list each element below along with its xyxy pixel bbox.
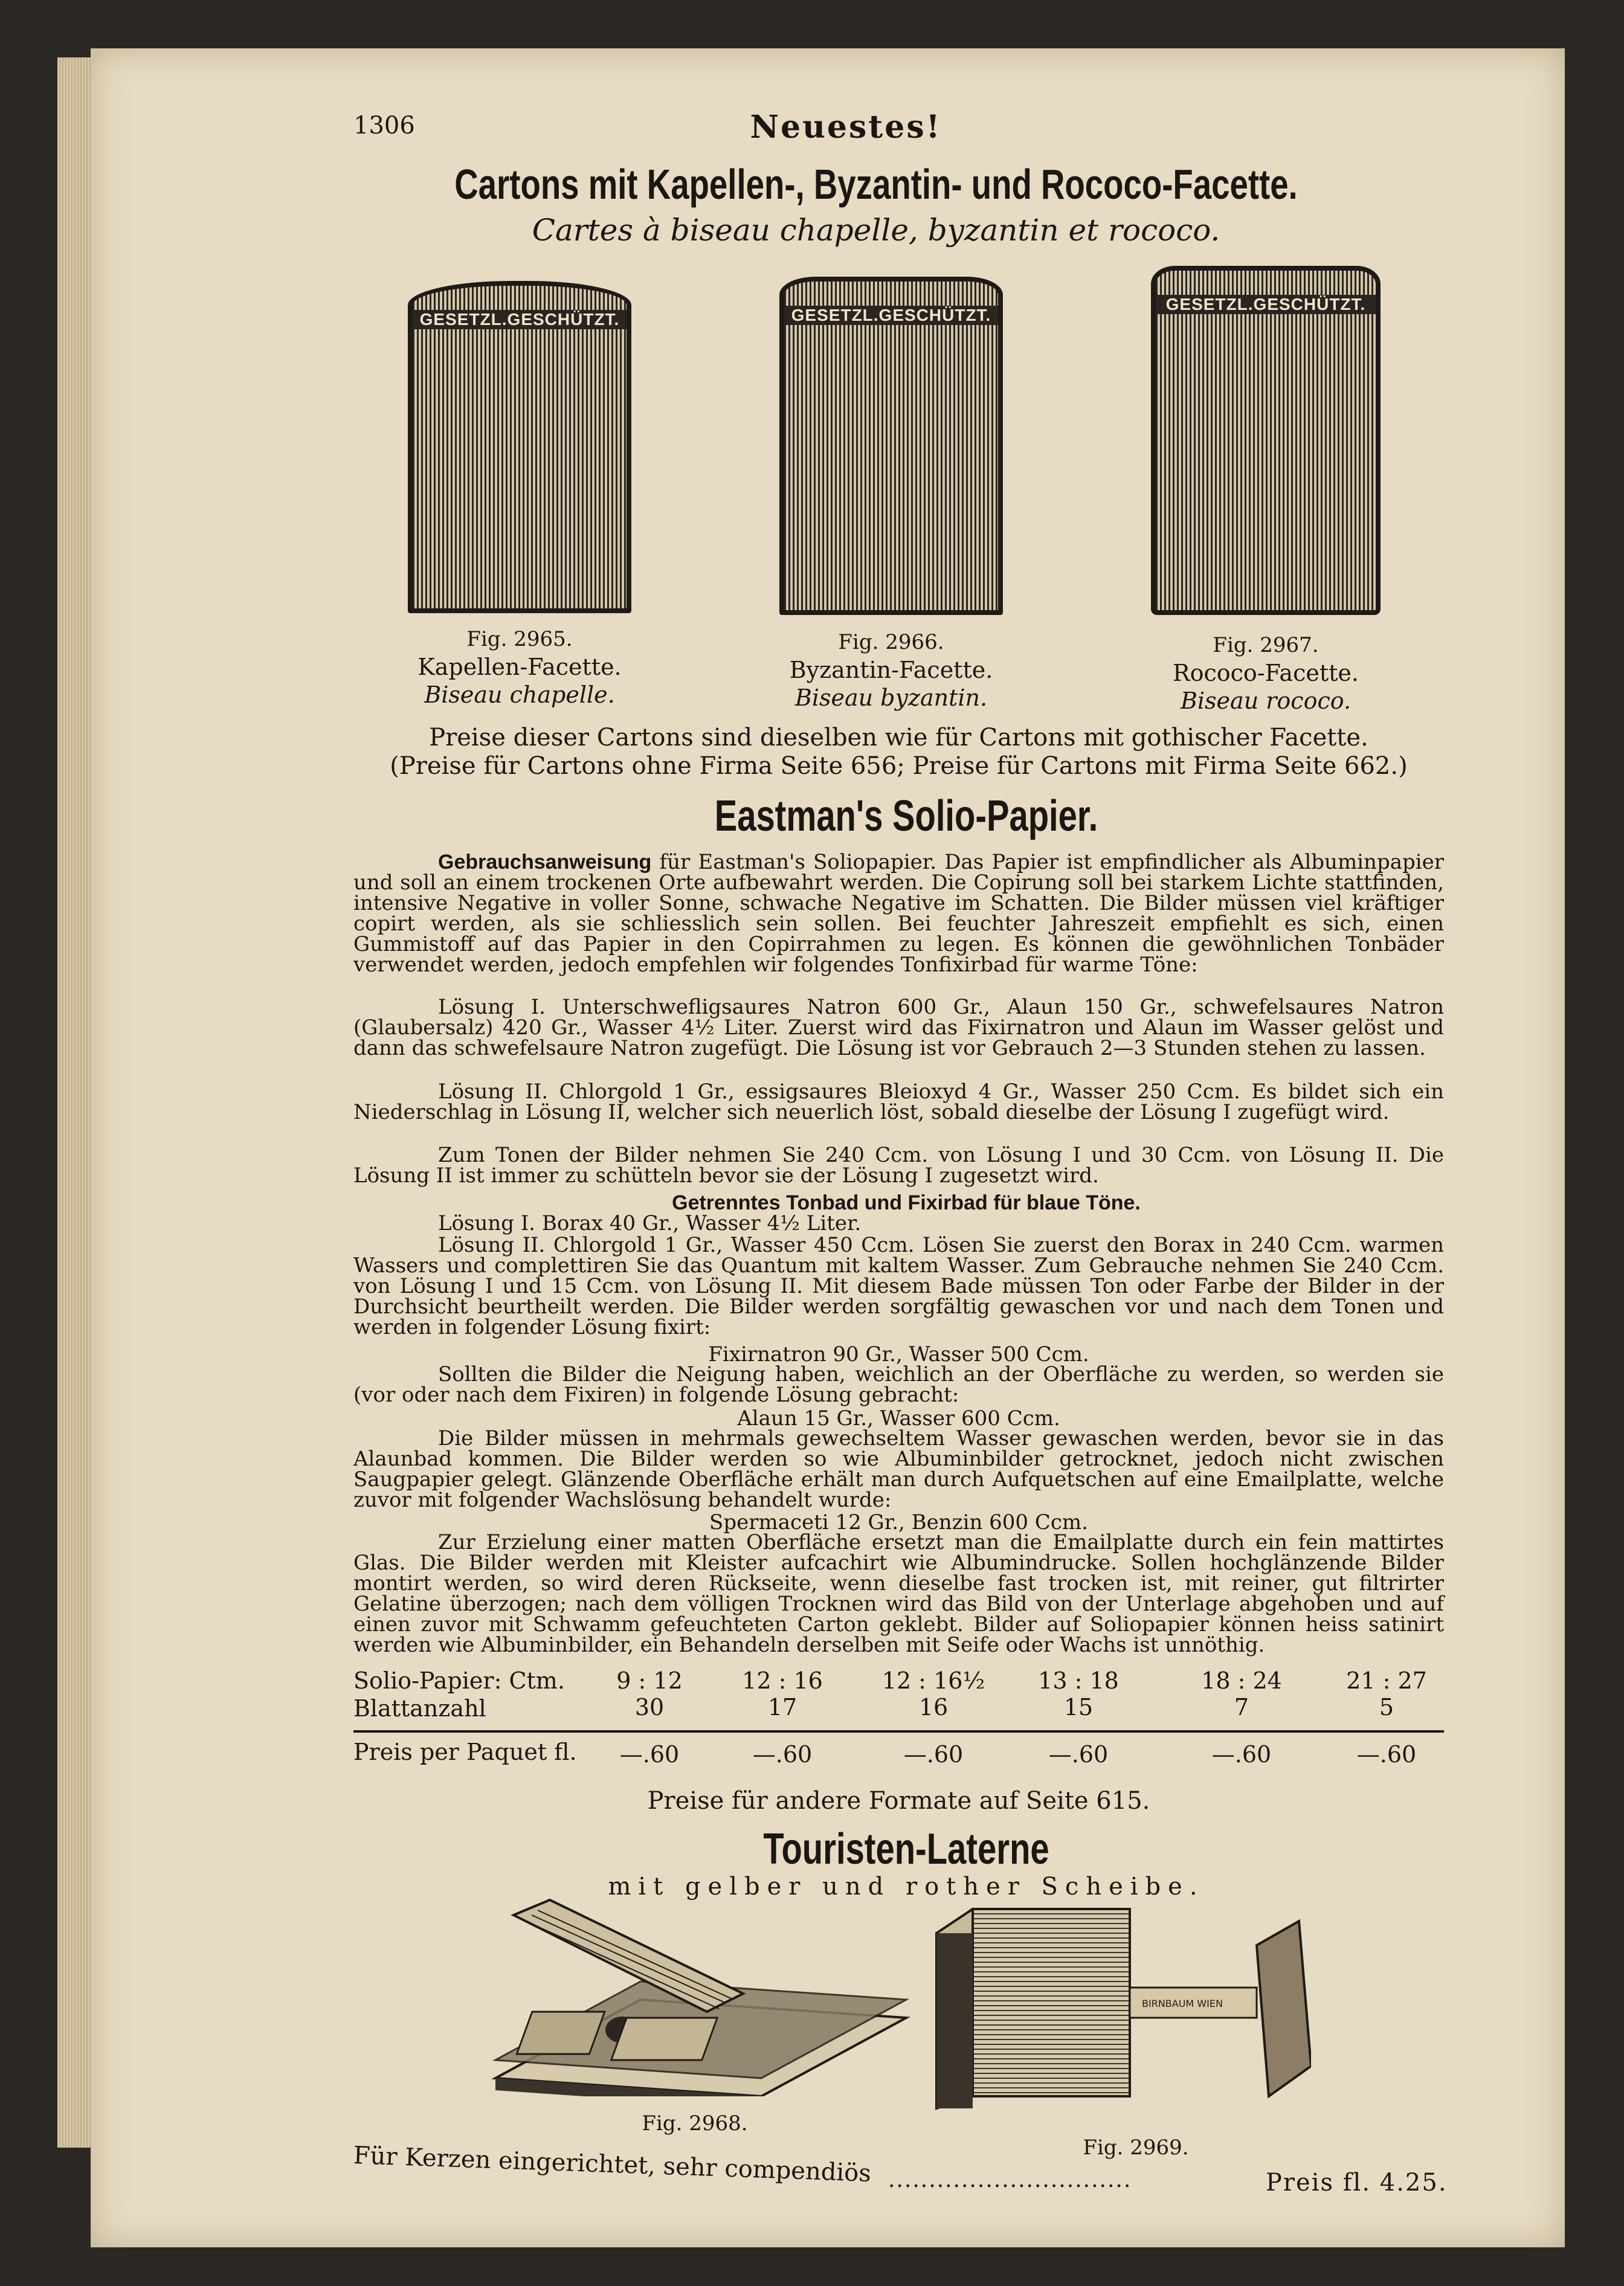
footer-leader-dots: .............................. [888, 2168, 1132, 2192]
section-title-laterne: Touristen-Laterne [763, 1825, 1049, 1873]
fig-caption: Fig. 2967. [1213, 633, 1319, 657]
sheets-cell: 30 [634, 1694, 665, 1721]
text: Zum Tonen der Bilder nehmen Sie 240 Ccm. von Lösung I und 30 Ccm. von Lösung II. Die Lösung II ist immer zu schütteln bevor sie der Lösung I zugesetzt wird. [353, 1143, 1444, 1188]
carton-name: Byzantin-Facette. [789, 657, 993, 683]
sheets-cell: 16 [918, 1694, 949, 1721]
formula-alaun: Alaun 15 Gr., Wasser 600 Ccm. [737, 1406, 1060, 1431]
paragraph-borax [353, 1213, 1444, 1234]
sub-heading-blaue-toene: Getrenntes Tonbad und Fixirbad für blaue Töne. [672, 1191, 1141, 1214]
carton-byzantin [779, 277, 1003, 615]
text: Lösung I. Unterschwefligsaures Natron 600 Gr., Alaun 150 Gr., schwefelsaures Natron (Glaubersalz) 420 Gr., Wasser 4½ Liter. Zuerst wird das Fixirnatron und Alaun im Wasser gelöst und dann das schwefelsaure Natron zugefügt. Die Lösung ist vor Gebrauch 2—3 Stunden stehen zu lassen. [353, 995, 1444, 1060]
page-title: Cartons mit Kapellen-, Byzantin- und Rococo-Facette. [454, 161, 1298, 208]
price-cell: —.60 [1356, 1741, 1417, 1768]
row-label-price: Preis per Paquet fl. [353, 1739, 577, 1765]
carton-rococo [1151, 266, 1381, 615]
carton-label: GESETZL.GESCHÜTZT. [784, 306, 998, 325]
formula-spermaceti: Spermaceti 12 Gr., Benzin 600 Ccm. [709, 1510, 1088, 1534]
price-cell: —.60 [1048, 1741, 1109, 1768]
section-title-solio: Eastman's Solio-Papier. [714, 792, 1098, 840]
text: Zur Erzielung einer matten Oberfläche ersetzt man die Emailplatte durch ein fein mattirtes Glas. Die Bilder werden mit Kleister aufcachirt wie Albumindrucke. Sollen hochglänzende Bilder montirt werden, so wird deren Rückseite, wenn dieselbe fast trocken ist, mit reiner, gut filtrirter Gelatine überzogen; nach dem völligen Trocknen wird das Bild von der Unterlage abgehoben und auf einen zuvor mit Schwamm gefeuchteten Carton geklebt. Bilder auf Soliopapier können heiss satinirt werden wie Albuminbilder, ein Behandeln derselben mit Seife oder Wachs ist unnöthig. [353, 1530, 1444, 1657]
fig-caption-2968: Fig. 2968. [642, 2111, 748, 2136]
page-subtitle: Cartes à biseau chapelle, byzantin et rococo. [532, 213, 1220, 248]
section-subtitle-laterne: mit gelber und rother Scheibe. [608, 1873, 1205, 1901]
carton-name: Rococo-Facette. [1173, 660, 1359, 686]
lead-word: Gebrauchsanweisung [438, 851, 652, 874]
price-cell: —.60 [903, 1741, 964, 1768]
carton-kapellen [408, 281, 631, 613]
footer-price: Preis fl. 4.25. [1266, 2169, 1448, 2197]
format-cell: 21 : 27 [1346, 1667, 1427, 1694]
price-note-1: Preise dieser Cartons sind dieselben wie für Cartons mit gothischer Facette. [429, 724, 1368, 752]
footer-description: Für Kerzen eingerichtet, sehr compendiös [353, 2142, 872, 2188]
format-cell: 12 : 16 [742, 1667, 823, 1694]
text: Lösung II. Chlorgold 1 Gr., Wasser 450 Ccm. Lösen Sie zuerst den Borax in 240 Ccm. warmen Wassers und complettiren Sie das Quantum mit kaltem Wasser. Zum Gebrauche nehmen Sie 240 Ccm. von Lösung I und 15 Ccm. von Lösung II. Mit diesem Bade müssen Ton oder Farbe der Bilder in der Durchsicht beurtheilt werden. Die Bilder werden sorgfältig gewaschen vor und nach dem Tonen und werden in folgender Lösung fixirt: [353, 1233, 1444, 1339]
text: Lösung I. Borax 40 Gr., Wasser 4½ Liter. [438, 1211, 862, 1235]
text: Die Bilder müssen in mehrmals gewechseltem Wasser gewaschen werden, bevor sie in das Alaunbad kommen. Die Bilder werden so wie Albuminbilder getrocknet, jedoch nicht zwischen Saugpapier gelegt. Glänzende Oberfläche erhält man durch Aufquetschen auf eine Emailplatte, welche zuvor mit folgender Wachslösung behandelt wurde: [353, 1426, 1444, 1512]
text: Lösung II. Chlorgold 1 Gr., essigsaures Bleioxyd 4 Gr., Wasser 250 Ccm. Es bildet sich ein Niederschlag in Lösung II, welcher sich neuerlich löst, sobald dieselbe der Lösung I zugefügt wird. [353, 1080, 1444, 1124]
carton-name-fr: Biseau chapelle. [424, 681, 615, 708]
row-label-format: Solio-Papier: Ctm. [353, 1667, 565, 1694]
price-note-2: (Preise für Cartons ohne Firma Seite 656; Preise für Cartons mit Firma Seite 662.) [390, 752, 1408, 780]
page-number: 1306 [353, 112, 415, 140]
format-cell: 9 : 12 [616, 1667, 683, 1694]
carton-label: GESETZL.GESCHÜTZT. [1156, 295, 1376, 314]
table-note: Preise für andere Formate auf Seite 615. [647, 1787, 1150, 1815]
text: Sollten die Bilder die Neigung haben, weichlich an der Oberfläche zu werden, so werden sie (vor oder nach dem Fixiren) in folgende Lösung gebracht: [353, 1362, 1444, 1407]
lantern-folded-illustration [477, 1897, 912, 2096]
carton-label: GESETZL.GESCHÜTZT. [413, 310, 627, 329]
carton-name-fr: Biseau byzantin. [794, 684, 988, 711]
format-cell: 18 : 24 [1201, 1667, 1282, 1694]
lantern-brand: BIRNBAUM WIEN [1142, 1998, 1223, 2009]
paragraph-loesung-1 [353, 997, 1444, 1058]
header-neuestes: Neuestes! [750, 109, 942, 146]
paragraph-loesung-2 [353, 1081, 1444, 1122]
fig-caption: Fig. 2966. [838, 630, 944, 654]
carton-name: Kapellen-Facette. [417, 654, 622, 680]
sheets-cell: 17 [767, 1694, 798, 1721]
sheets-cell: 15 [1063, 1694, 1094, 1721]
paragraph-instructions [353, 852, 1444, 975]
sheets-cell: 5 [1379, 1694, 1394, 1721]
table-rule [353, 1730, 1444, 1733]
text: für Eastman's Soliopapier. Das Papier ist empfindlicher als Albuminpapier und soll an einem trockenen Orte aufbewahrt werden. Die Copirung soll bei starkem Lichte stattfinden, intensive Negative in voller Sonne, schwache Negative im Schatten. Die Bilder müssen viel kräftiger copirt werden, als sie schliesslich sein sollen. Bei feuchter Jahreszeit empfiehlt es sich, einen Gummistoff auf das Papier in den Copirrahmen zu legen. Es können die gewöhnlichen Tonbäder verwendet werden, jedoch empfehlen wir folgendes Tonfixirbad für warme Töne: [353, 850, 1444, 977]
solio-price-table [353, 1667, 1444, 1788]
carton-name-fr: Biseau rococo. [1180, 687, 1352, 714]
price-cell: —.60 [752, 1741, 813, 1768]
paragraph-chlorgold [353, 1235, 1444, 1338]
format-cell: 13 : 18 [1038, 1667, 1119, 1694]
paragraph-neigung [353, 1364, 1444, 1405]
price-cell: —.60 [1211, 1741, 1272, 1768]
paragraph-waschen [353, 1428, 1444, 1510]
sheets-cell: 7 [1234, 1694, 1249, 1721]
paragraph-tonen [353, 1145, 1444, 1186]
paragraph-matt [353, 1532, 1444, 1655]
price-cell: —.60 [619, 1741, 680, 1768]
fig-caption: Fig. 2965. [466, 627, 573, 651]
row-label-sheets: Blattanzahl [353, 1695, 486, 1722]
format-cell: 12 : 16½ [881, 1667, 985, 1694]
formula-fixirnatron: Fixirnatron 90 Gr., Wasser 500 Ccm. [708, 1342, 1089, 1367]
lantern-open-illustration [924, 1897, 1311, 2120]
fig-caption-2969: Fig. 2969. [1083, 2136, 1189, 2160]
